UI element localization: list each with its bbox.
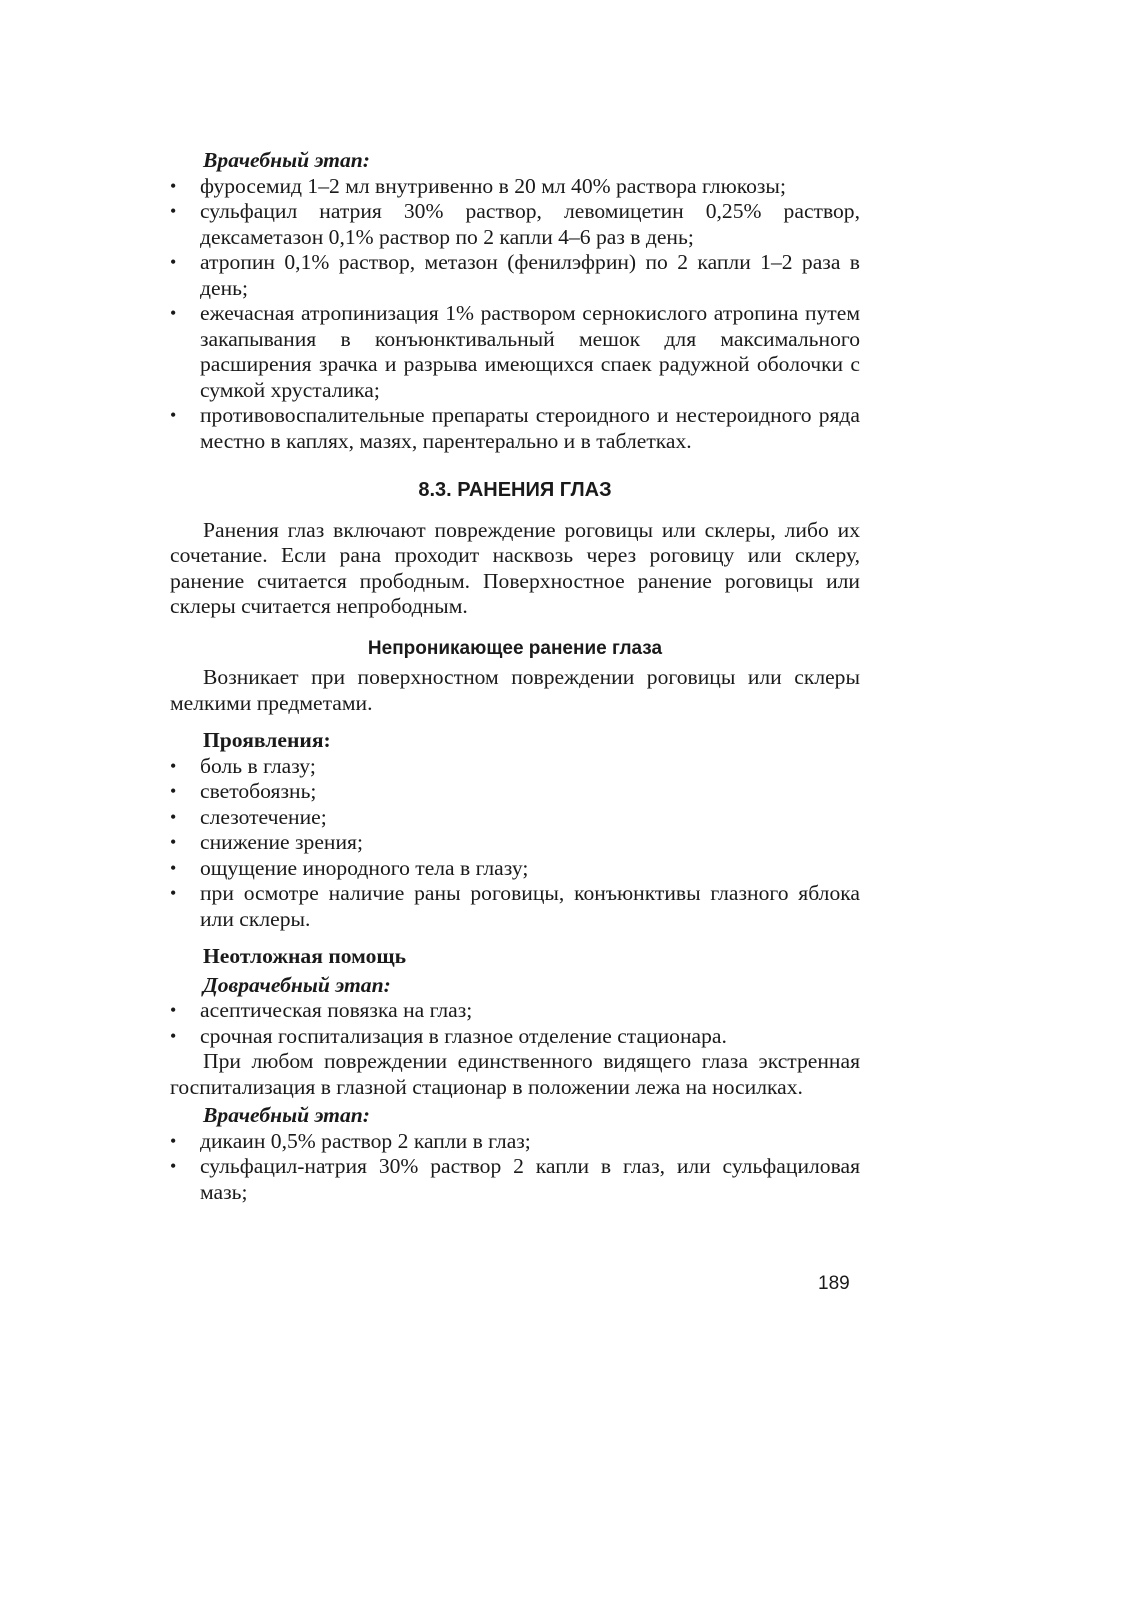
list-item: • снижение зрения; (170, 830, 860, 856)
medical-stage-list (170, 174, 860, 455)
list-item: • асептическая повязка на глаз; (170, 998, 860, 1024)
manifestations-list (170, 754, 860, 933)
medical-stage-heading-2: Врачебный этап: (203, 1103, 370, 1127)
list-item: • сульфацил натрия 30% раствор, левомицетин 0,25% раствор, дексаметазон 0,1% раствор по 2 капли 4–6 раз в день; (170, 199, 860, 250)
prehospital-heading: Доврачебный этап: (203, 972, 391, 997)
prehospital-list (170, 998, 860, 1049)
list-item: • атропин 0,1% раствор, метазон (фенилэфрин) по 2 капли 1–2 раза в день; (170, 250, 860, 301)
list-item: • светобоязнь; (170, 779, 860, 805)
manifestations-heading: Проявления: (203, 728, 331, 752)
emergency-heading: Неотложная помощь (203, 944, 407, 968)
page-body (170, 145, 860, 1205)
emergency-note: При любом повреждении единственного видящего глаза экстренная госпитализация в глазной стационар в положении лежа на носилках. (170, 1049, 860, 1099)
list-item: • сульфацил-натрия 30% раствор 2 капли в глаз, или сульфациловая мазь; (170, 1154, 860, 1205)
section-title: 8.3. РАНЕНИЯ ГЛАЗ (418, 479, 612, 501)
list-item: • боль в глазу; (170, 754, 860, 780)
list-item: • ежечасная атропинизация 1% раствором сернокислого атропина путем закапывания в конъюнктивальный мешок для максимального расширения зрачка и разрыва имеющихся спаек радужной оболочки с сумкой хрусталика; (170, 301, 860, 403)
section-intro: Ранения глаз включают повреждение роговицы или склеры, либо их сочетание. Если рана проходит насквозь через роговицу или склеру, ранение считается прободным. Поверхностное ранение роговицы или склеры считается непрободным. (170, 517, 860, 618)
subsection-intro: Возникает при поверхностном повреждении роговицы или склеры мелкими предметами. (170, 665, 860, 715)
list-item: • срочная госпитализация в глазное отделение стационара. (170, 1024, 860, 1050)
list-item: • дикаин 0,5% раствор 2 капли в глаз; (170, 1129, 860, 1155)
subsection-title: Непроникающее ранение глаза (367, 637, 663, 659)
medical-stage-heading: Врачебный этап: (203, 148, 370, 172)
list-item: • ощущение инородного тела в глазу; (170, 856, 860, 882)
page-number: 189 (818, 1273, 850, 1294)
list-item: • слезотечение; (170, 805, 860, 831)
list-item: • противовоспалительные препараты стероидного и нестероидного ряда местно в каплях, мазях, парентерально и в таблетках. (170, 403, 860, 454)
list-item: • фуросемид 1–2 мл внутривенно в 20 мл 40% раствора глюкозы; (170, 174, 860, 200)
list-item: • при осмотре наличие раны роговицы, конъюнктивы глазного яблока или склеры. (170, 881, 860, 932)
medical-stage-list-2 (170, 1129, 860, 1206)
